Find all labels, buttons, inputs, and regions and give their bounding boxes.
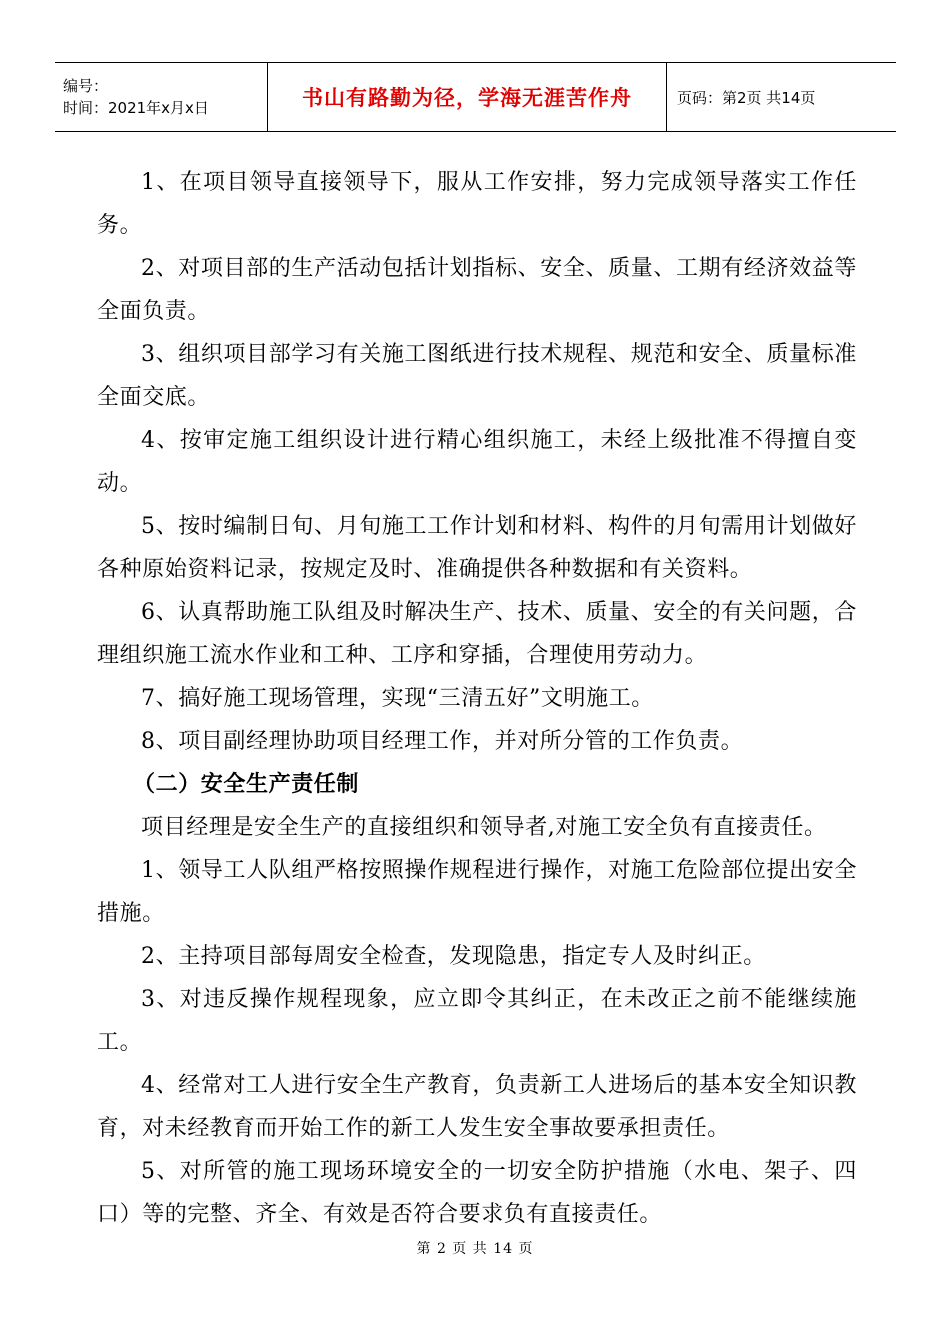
header-page-label: 页码：第2页 共14页 — [677, 88, 816, 107]
paragraph: 2、对项目部的生产活动包括计划指标、安全、质量、工期有经济效益等全面负责。 — [97, 256, 857, 324]
paragraph: 6、认真帮助施工队组及时解决生产、技术、质量、安全的有关问题，合理组织施工流水作业和工种、工序和穿插，合理使用劳动力。 — [97, 600, 857, 668]
document-body — [97, 161, 857, 1236]
paragraph: 4、按审定施工组织设计进行精心组织施工，未经上级批准不得擅自变动。 — [97, 428, 857, 496]
paragraph: 5、对所管的施工现场环境安全的一切安全防护措施（水电、架子、四口）等的完整、齐全、有效是否符合要求负有直接责任。 — [97, 1159, 857, 1227]
paragraph: 3、对违反操作规程现象，应立即令其纠正，在未改正之前不能继续施工。 — [97, 987, 857, 1055]
paragraph: 8、项目副经理协助项目经理工作，并对所分管的工作负责。 — [141, 729, 744, 754]
paragraph: 5、按时编制日旬、月旬施工工作计划和材料、构件的月旬需用计划做好各种原始资料记录，按规定及时、准确提供各种数据和有关资料。 — [97, 514, 857, 582]
paragraph: 1、在项目领导直接领导下，服从工作安排，努力完成领导落实工作任务。 — [97, 170, 857, 238]
paragraph: 1、领导工人队组严格按照操作规程进行操作，对施工危险部位提出安全措施。 — [97, 858, 857, 926]
document-time-label: 时间：2021年x月x日 — [63, 99, 209, 117]
header-meta — [55, 63, 268, 131]
header-motto: 书山有路勤为径，学海无涯苦作舟 — [268, 63, 667, 131]
paragraph: 项目经理是安全生产的直接组织和领导者,对施工安全负有直接责任。 — [141, 815, 827, 840]
paragraph: 3、组织项目部学习有关施工图纸进行技术规程、规范和安全、质量标准全面交底。 — [97, 342, 857, 410]
section-heading: （二）安全生产责任制 — [133, 772, 360, 797]
paragraph: 4、经常对工人进行安全生产教育，负责新工人进场后的基本安全知识教育，对未经教育而开始工作的新工人发生安全事故要承担责任。 — [97, 1073, 857, 1141]
paragraph: 2、主持项目部每周安全检查，发现隐患，指定专人及时纠正。 — [141, 944, 766, 969]
document-header — [55, 62, 896, 132]
document-number-label: 编号： — [63, 77, 109, 95]
page-footer: 第 2 页 共 14 页 — [416, 1241, 534, 1257]
paragraph: 7、搞好施工现场管理，实现“三清五好”文明施工。 — [141, 686, 654, 711]
